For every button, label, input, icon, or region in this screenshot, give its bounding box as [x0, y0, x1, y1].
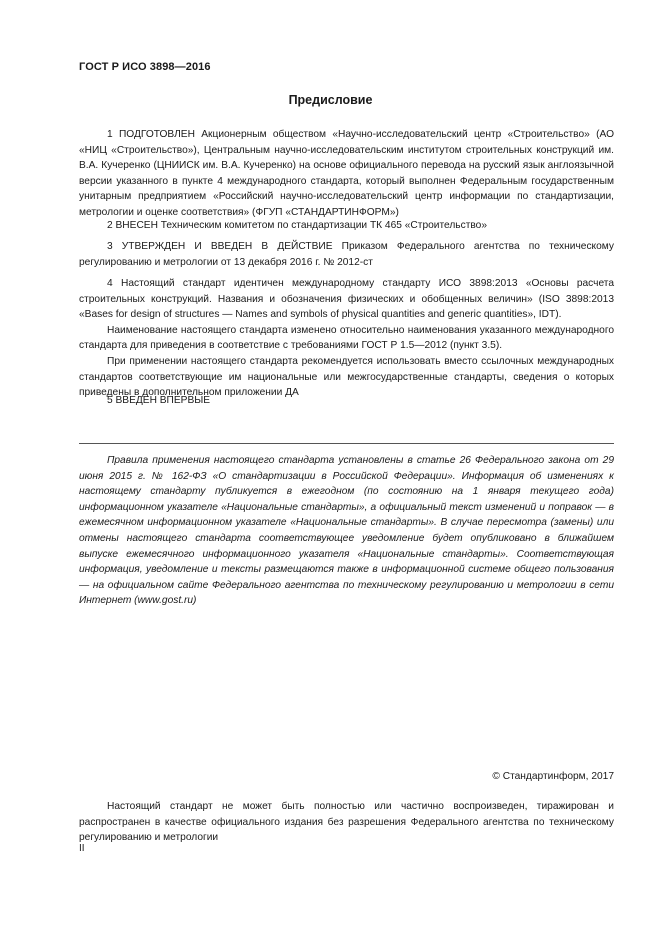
preface-item-4	[79, 276, 614, 401]
page-number: II	[79, 843, 85, 854]
preface-paragraph: При применении настоящего стандарта рекомендуется использовать вместо ссылочных международных стандартов соответствующие им национальные или межгосударственные стандарты, сведения о которых приведены в дополнительном приложении ДА	[79, 355, 614, 399]
preface-item-3	[79, 239, 614, 270]
preface-paragraph: 5 ВВЕДЕН ВПЕРВЫЕ	[107, 395, 211, 406]
reproduction-notice	[79, 799, 614, 846]
preface-paragraph: 3 УТВЕРЖДЕН И ВВЕДЕН В ДЕЙСТВИЕ Приказом Федерального агентства по техническому регулированию и метрологии от 13 декабря 2016 г. № 2012-ст	[79, 241, 614, 268]
preface-paragraph: 1 ПОДГОТОВЛЕН Акционерным обществом «Научно-исследовательский центр «Строительство» (АО «НИЦ «Строительство»), Центральным научно-исследовательским институтом строительных конструкций им. В.А. Кучеренко (ЦНИИСК им. В.А. Кучеренко) на основе официального перевода на русский язык англоязычной версии указанного в пункте 4 международного стандарта, который выполнен Федеральным государственным унитарным предприятием «Российский научно-исследовательский центр информации по стандартизации, метрологии и оценке соответствия» (ФГУП «СТАНДАРТИНФОРМ»)	[79, 129, 614, 218]
reproduction-notice-text: Настоящий стандарт не может быть полностью или частично воспроизведен, тиражирован и распространен в качестве официального издания без разрешения Федерального агентства по техническому регулированию и метрологии	[79, 801, 614, 844]
divider	[79, 443, 614, 444]
preface-item-2	[79, 218, 614, 234]
rules-notice-text: Правила применения настоящего стандарта установлены в статье 26 Федерального закона от 29 июня 2015 г. № 162-ФЗ «О стандартизации в Российской Федерации». Информация об изменениях к настоящему стандарту публикуется в ежегодном (по состоянию на 1 января текущего года) информационном указателе «Национальные стандарты», а официальный текст изменений и поправок — в ежемесячном информационном указателе «Национальные стандарты». В случае пересмотра (замены) или отмены настоящего стандарта соответствующее уведомление будет опубликовано в ближайшем выпуске ежемесячного информационного указателя «Национальные стандарты». Соответствующая информация, уведомление и тексты размещаются также в информационной системе общего пользования — на официальном сайте Федерального агентства по техническому регулированию и метрологии в сети Интернет (www.gost.ru)	[79, 455, 614, 607]
standard-designation: ГОСТ Р ИСО 3898—2016	[79, 61, 211, 73]
copyright: © Стандартинформ, 2017	[492, 771, 614, 782]
preface-paragraph: Наименование настоящего стандарта изменено относительно наименования указанного международного стандарта для приведения в соответствие с требованиями ГОСТ Р 1.5—2012 (пункт 3.5).	[79, 324, 614, 352]
preface-item-5	[79, 393, 614, 409]
rules-notice	[79, 453, 614, 609]
preface-paragraph: 2 ВНЕСЕН Техническим комитетом по стандартизации ТК 465 «Строительство»	[107, 220, 487, 231]
page-title: Предисловие	[288, 93, 373, 107]
preface-paragraph: 4 Настоящий стандарт идентичен международному стандарту ИСО 3898:2013 «Основы расчета строительных конструкций. Названия и обозначения физических и обобщенных величин» (ISO 3898:2013 «Bases for design of structures — Names and symbols of physical quantities and generic quantities», IDT).	[79, 278, 614, 321]
preface-item-1	[79, 127, 614, 221]
